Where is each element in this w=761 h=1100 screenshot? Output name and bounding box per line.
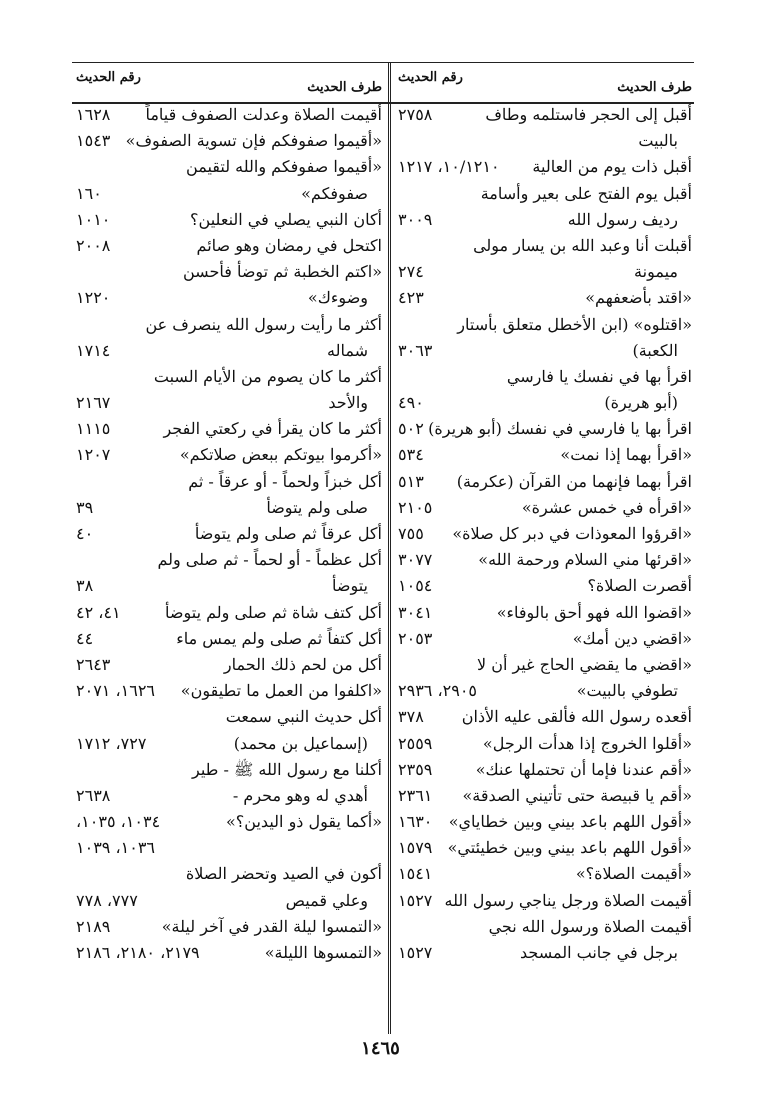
hadith-number: ١٦٢٦، ٢٠٧١	[76, 681, 155, 701]
left-column	[72, 62, 384, 1034]
index-entry	[72, 495, 384, 521]
index-entry	[72, 469, 384, 495]
index-entry	[72, 390, 384, 416]
index-entry	[72, 652, 384, 678]
hadith-text: «اقرأ بهما إذا نمت»	[560, 445, 692, 465]
index-entry	[72, 416, 384, 442]
index-entry	[72, 521, 384, 547]
index-entry	[72, 102, 384, 128]
hadith-text: «التمسوا ليلة القدر في آخر ليلة»	[161, 916, 382, 936]
hadith-text: أقيمت الصلاة ورجل يناجي رسول الله	[444, 890, 692, 910]
index-entry	[394, 285, 694, 311]
hadith-number: ٢٦٤٣	[76, 654, 111, 674]
index-entry	[72, 888, 384, 914]
index-entry	[72, 338, 384, 364]
index-entry	[394, 573, 694, 599]
right-column-header	[394, 62, 694, 102]
index-entry	[394, 128, 694, 154]
hadith-text: أكل من لحم ذلك الحمار	[223, 654, 382, 674]
hadith-text: أكون في الصيد وتحضر الصلاة	[185, 864, 382, 884]
hadith-text: والأحد	[328, 393, 368, 413]
index-entry	[72, 600, 384, 626]
hadith-text: أكان النبي يصلي في النعلين؟	[190, 209, 382, 229]
hadith-number: ١٥٢٧	[398, 890, 433, 910]
hadith-number: ١٥٧٩	[398, 838, 433, 858]
hadith-text: «أقم يا قبيصة حتى تأتيني الصدقة»	[462, 785, 692, 805]
index-entry	[394, 154, 694, 180]
hadith-number: ٢١٦٧	[76, 393, 111, 413]
index-entry	[394, 390, 694, 416]
index-entry	[394, 704, 694, 730]
hadith-text: اقرأ بهما فإنهما من القرآن (عكرمة)	[456, 471, 692, 491]
hadith-text: «اقتلوه» (ابن الأخطل متعلق بأستار	[457, 314, 692, 334]
hadith-text: «أقول اللهم باعد بيني وبين خطاياي»	[448, 812, 692, 832]
index-entry	[394, 469, 694, 495]
hadith-text: أقيمت الصلاة ورسول الله نجي	[488, 916, 692, 936]
hadith-number: ١٠٣٦، ١٠٣٩	[76, 838, 155, 858]
hadith-text: «أقول اللهم باعد بيني وبين خطيئتي»	[447, 838, 692, 858]
index-entry	[394, 731, 694, 757]
hadith-number: ٣٠٦٣	[398, 340, 433, 360]
hadith-text: «أكما يقول ذو اليدين؟»	[226, 812, 382, 832]
hadith-number-heading: رقم الحديث	[398, 70, 463, 85]
index-entry	[394, 207, 694, 233]
hadith-number: ٣٠٧٧	[398, 550, 433, 570]
index-entry	[394, 861, 694, 887]
hadith-text: أقعده رسول الله فألقى عليه الأذان	[461, 707, 692, 727]
hadith-text: يتوضأ	[331, 576, 368, 596]
page-number: ١٤٦٥	[361, 1038, 400, 1059]
index-entry	[394, 600, 694, 626]
hadith-text: أقيمت الصلاة وعدلت الصفوف قياماً	[145, 105, 382, 124]
index-entry	[394, 757, 694, 783]
index-entry	[72, 547, 384, 573]
hadith-text: برجل في جانب المسجد	[519, 943, 678, 962]
index-entry	[394, 809, 694, 835]
index-entry	[72, 154, 384, 180]
hadith-text: اقرأ بها في نفسك يا فارسي	[506, 366, 692, 386]
hadith-number: ٥١٣	[398, 471, 424, 491]
index-entry	[394, 442, 694, 468]
left-column-header	[72, 62, 384, 102]
index-entry	[72, 835, 384, 861]
index-entry	[394, 364, 694, 390]
hadith-text: وعلي قميص	[285, 890, 368, 910]
hadith-text: اكتحل في رمضان وهو صائم	[196, 235, 382, 255]
hadith-number: ١٢٢٠	[76, 288, 111, 308]
hadith-text: أكل عظماً - أو لحماً - ثم صلى ولم	[157, 550, 382, 570]
index-entry	[72, 626, 384, 652]
index-entry	[394, 312, 694, 338]
hadith-number: ١٥٤١	[398, 864, 433, 884]
hadith-number: ٣٨	[76, 576, 94, 596]
hadith-number: ٢٣٦١	[398, 785, 433, 805]
hadith-number: ٢٩٠٥، ٢٩٣٦	[398, 681, 477, 701]
index-page	[72, 62, 694, 1034]
hadith-number: ٣٩	[76, 497, 94, 517]
index-entry	[72, 312, 384, 338]
index-entry	[72, 364, 384, 390]
hadith-number: ٢١٨٩	[76, 916, 111, 936]
index-entry	[72, 678, 384, 704]
hadith-text: صلى ولم يتوضأ	[266, 497, 368, 517]
hadith-text: أكثر ما كان يصوم من الأيام السبت	[153, 366, 382, 386]
hadith-text: «اقرأه في خمس عشرة»	[521, 497, 692, 517]
index-entry	[394, 783, 694, 809]
hadith-number: ٢١٧٩، ٢١٨٠، ٢١٨٦	[76, 943, 200, 962]
hadith-text: «اقتد بأضعفهم»	[585, 288, 692, 308]
hadith-number: ٤٠	[76, 524, 94, 543]
hadith-text: أكل كتف شاة ثم صلى ولم يتوضأ	[165, 602, 382, 622]
hadith-start-heading: طرف الحديث	[617, 80, 692, 95]
index-entry	[394, 181, 694, 207]
index-entry	[72, 861, 384, 887]
hadith-start-heading: طرف الحديث	[307, 80, 382, 95]
hadith-text: الكعبة)	[632, 340, 678, 360]
index-entry	[72, 128, 384, 154]
index-entry	[394, 835, 694, 861]
hadith-text: بالبيت	[638, 131, 678, 151]
index-entry	[72, 259, 384, 285]
index-entry	[72, 731, 384, 757]
hadith-text: أقبل يوم الفتح على بعير وأسامة	[480, 183, 692, 203]
index-entry	[72, 809, 384, 835]
hadith-number: ٢٠٥٣	[398, 628, 433, 648]
hadith-text: «أقيموا صفوفكم فإن تسوية الصفوف»	[125, 131, 382, 151]
hadith-text: «اقضي ما يقضي الحاج غير أن لا	[476, 654, 692, 674]
right-column	[394, 62, 694, 1034]
hadith-text: أهدي له وهو محرم -	[232, 785, 368, 805]
index-entry	[72, 573, 384, 599]
hadith-number: ٢٦٣٨	[76, 785, 111, 805]
hadith-text: «أقلوا الخروج إذا هدأت الرجل»	[482, 733, 692, 753]
index-entry	[394, 940, 694, 966]
hadith-number: ٢٧٤	[398, 262, 424, 282]
hadith-number: ٢١٠٥	[398, 497, 433, 517]
hadith-text: أكلنا مع رسول الله ﷺ - طير	[191, 759, 382, 779]
index-entry	[394, 914, 694, 940]
index-entry	[394, 416, 694, 442]
hadith-text: أكثر ما كان يقرأ في ركعتي الفجر	[163, 419, 382, 439]
hadith-number: ٥٠٢	[398, 419, 424, 439]
right-entries	[394, 102, 694, 966]
index-entry	[72, 285, 384, 311]
index-entry	[394, 233, 694, 259]
hadith-text: أقبل ذات يوم من العالية	[532, 157, 692, 177]
index-entry	[394, 652, 694, 678]
hadith-number: ٤٢٣	[398, 288, 424, 308]
index-entry	[72, 783, 384, 809]
hadith-text: «اكلفوا من العمل ما تطيقون»	[180, 681, 382, 701]
hadith-text: صفوفكم»	[301, 183, 368, 203]
hadith-text: أكل كتفاً ثم صلى ولم يمس ماء	[176, 628, 382, 648]
left-entries	[72, 102, 384, 966]
hadith-number: ١٦٠	[76, 183, 102, 203]
index-entry	[72, 914, 384, 940]
index-entry	[394, 521, 694, 547]
index-entry	[394, 259, 694, 285]
hadith-text: ميمونة	[634, 262, 678, 282]
hadith-number: ١٧١٤	[76, 340, 111, 360]
hadith-text: «التمسوها الليلة»	[264, 943, 382, 962]
hadith-number: ١٦٣٠	[398, 812, 433, 832]
index-entry	[72, 757, 384, 783]
hadith-number: ١٠٣٤، ١٠٣٥،	[76, 812, 161, 832]
hadith-text: أكل عرقاً ثم صلى ولم يتوضأ	[194, 524, 382, 543]
hadith-number: ١٠٥٤	[398, 576, 433, 596]
hadith-number: ٤٩٠	[398, 393, 424, 413]
hadith-number: ٢٣٥٩	[398, 759, 433, 779]
hadith-text: «اقرؤوا المعوذات في دبر كل صلاة»	[452, 524, 692, 543]
hadith-text: اقرأ بها يا فارسي في نفسك (أبو هريرة)	[428, 419, 692, 439]
hadith-number: ١٥٢٧	[398, 943, 433, 962]
hadith-number: ٧٧٧، ٧٧٨	[76, 890, 138, 910]
index-entry	[72, 233, 384, 259]
hadith-text: «اقرئها مني السلام ورحمة الله»	[478, 550, 692, 570]
hadith-number: ١٥٤٣	[76, 131, 111, 151]
hadith-number: ٣٠٠٩	[398, 209, 433, 229]
index-entry	[394, 547, 694, 573]
hadith-text: «أكرموا بيوتكم ببعض صلاتكم»	[179, 445, 382, 465]
hadith-number: ٣٠٤١	[398, 602, 433, 622]
hadith-text: «أقيموا صفوفكم والله لتقيمن	[186, 157, 382, 177]
hadith-number: ١٠١٠	[76, 209, 111, 229]
hadith-number: ٧٢٧، ١٧١٢	[76, 733, 147, 753]
hadith-number: ٣٧٨	[398, 707, 424, 727]
hadith-number: ٢٧٥٨	[398, 105, 433, 124]
hadith-text: «اكتم الخطبة ثم توضأ فأحسن	[183, 262, 382, 282]
hadith-text: أكل حديث النبي سمعت	[225, 707, 382, 727]
hadith-text: (إسماعيل بن محمد)	[233, 733, 368, 753]
hadith-text: أقصرت الصلاة؟	[587, 576, 692, 596]
hadith-text: «أقم عندنا فإما أن تحتملها عنك»	[475, 759, 692, 779]
hadith-number: ١٠/١٢١٠، ١٢١٧	[398, 157, 500, 177]
hadith-text: أكل خبزاً ولحماً - أو عرقاً - ثم	[188, 471, 382, 491]
index-entry	[72, 442, 384, 468]
hadith-text: رديف رسول الله	[567, 209, 678, 229]
hadith-number: ٢٥٥٩	[398, 733, 433, 753]
hadith-text: أقبلت أنا وعبد الله بن يسار مولى	[473, 235, 692, 255]
hadith-number: ١١١٥	[76, 419, 111, 439]
hadith-text: «اقضي دين أمك»	[572, 628, 692, 648]
hadith-text: (أبو هريرة)	[604, 393, 678, 413]
hadith-text: «أقيمت الصلاة؟»	[575, 864, 692, 884]
index-entry	[72, 207, 384, 233]
index-entry	[394, 626, 694, 652]
index-entry	[72, 940, 384, 966]
hadith-text: أكثر ما رأيت رسول الله ينصرف عن	[145, 314, 382, 334]
index-entry	[394, 102, 694, 128]
hadith-number: ١٦٢٨	[76, 105, 111, 124]
hadith-number: ١٢٠٧	[76, 445, 111, 465]
index-entry	[72, 181, 384, 207]
hadith-number: ٤٤	[76, 628, 94, 648]
hadith-text: أقبل إلى الحجر فاستلمه وطاف	[485, 105, 692, 124]
hadith-text: تطوفي بالبيت»	[576, 681, 678, 701]
index-entry	[394, 678, 694, 704]
hadith-number-heading: رقم الحديث	[76, 70, 141, 85]
hadith-text: شماله	[327, 340, 368, 360]
index-entry	[72, 704, 384, 730]
hadith-number: ٧٥٥	[398, 524, 424, 543]
column-divider	[388, 62, 391, 1034]
hadith-number: ٢٠٠٨	[76, 235, 111, 255]
hadith-text: «اقضوا الله فهو أحق بالوفاء»	[496, 602, 692, 622]
hadith-text: وضوءك»	[307, 288, 368, 308]
index-entry	[394, 338, 694, 364]
hadith-number: ٥٣٤	[398, 445, 424, 465]
index-entry	[394, 495, 694, 521]
index-entry	[394, 888, 694, 914]
hadith-number: ٤١، ٤٢	[76, 602, 121, 622]
